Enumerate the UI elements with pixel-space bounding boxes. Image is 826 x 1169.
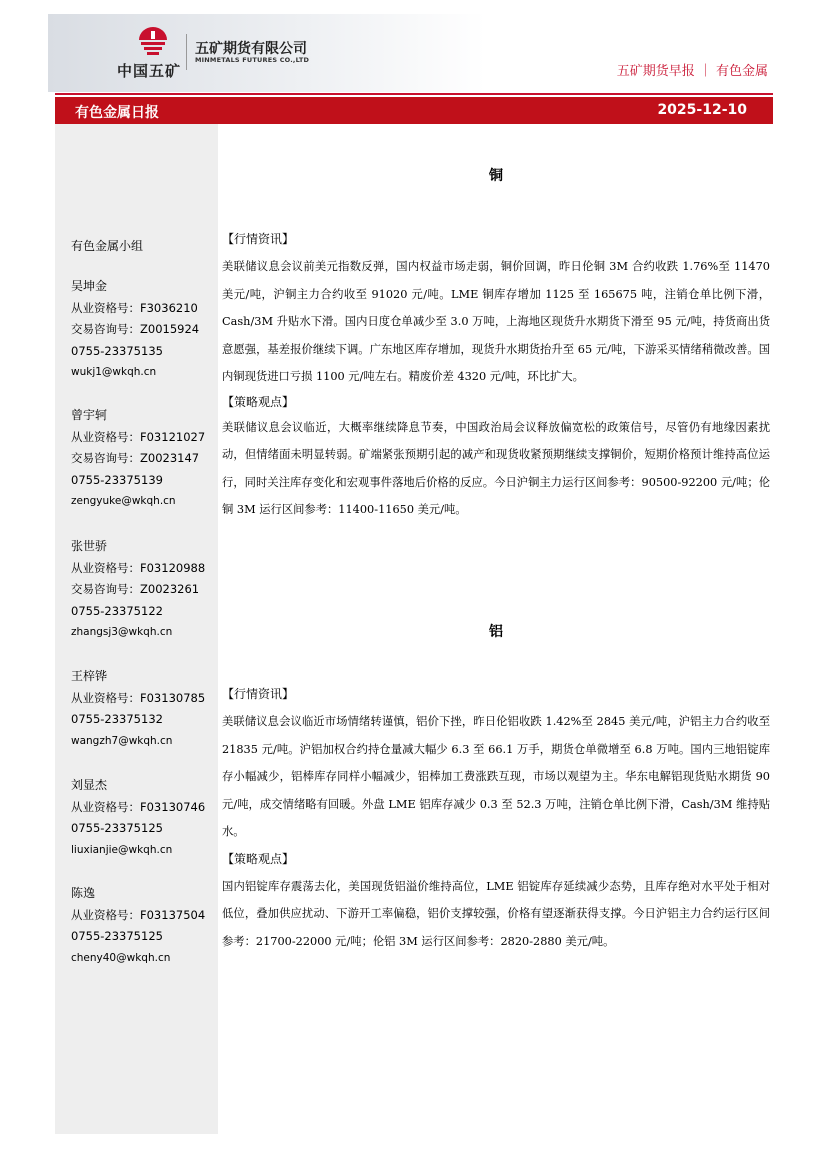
analyst-card [71, 536, 221, 644]
analyst-consult-id: 交易咨询号：Z0023147 [71, 451, 200, 465]
analyst-license: 从业资格号：F03130746 [71, 799, 206, 814]
analyst-license: 从业资格号：F03121027 [71, 429, 206, 444]
analyst-consult-id: 交易咨询号：Z0023261 [71, 582, 200, 596]
analyst-phone: 0755-23375132 [71, 712, 163, 726]
report-title: 有色金属日报 [75, 105, 159, 121]
analyst-consult-id: 交易咨询号：Z0015924 [71, 322, 200, 336]
analyst-name: 陈逸 [71, 886, 96, 900]
analyst-name: 吴坤金 [71, 279, 108, 293]
analyst-name: 刘显杰 [71, 778, 108, 792]
team-name: 有色金属小组 [71, 239, 144, 253]
logo-divider [186, 34, 187, 70]
analyst-card [71, 405, 221, 513]
company-name-en: MINMETALS FUTURES CO.,LTD [195, 56, 310, 64]
news-label: 【行情资讯】 [222, 687, 295, 701]
section-title-copper: 铜 [489, 168, 503, 184]
analyst-phone: 0755-23375122 [71, 603, 163, 618]
copper-section [222, 230, 770, 524]
analyst-email: zengyuke@wkqh.cn [71, 495, 176, 507]
analyst-card [71, 775, 221, 861]
copper-view: 美联储议息会议临近，大概率继续降息节奏，中国政治局会议释放偏宽松的政策信号，尽管仍有地缘因素扰动，但情绪面未明显转弱。矿端紧张预期引起的减产和现货收紧预期继续支撑铜价，短期价格预计维持高位运行，同时关注库存变化和宏观事件落地后价格的反应。今日沪铜主力运行区间参考：90500-92200 元/吨；伦铜 3M 运行区间参考：11400-11650 美元/吨。 [222, 420, 770, 516]
analyst-phone: 0755-23375125 [71, 929, 163, 943]
analyst-email: wukj1@wkqh.cn [71, 366, 157, 378]
analyst-email: cheny40@wkqh.cn [71, 951, 171, 964]
analyst-phone: 0755-23375139 [71, 472, 163, 487]
aluminium-view: 国内铝锭库存震荡去化，美国现货铝溢价维持高位，LME 铝锭库存延续减少态势，且库存绝对水平处于相对低位，叠加供应扰动、下游开工率偏稳，铝价支撑较强，价格有望逐渐获得支撑。今日沪铝主力合约运行区间参考：21700-22000 元/吨；伦铝 3M 运行区间参考：2820-2880 美元/吨。 [222, 879, 770, 948]
analyst-license: 从业资格号：F3036210 [71, 300, 198, 315]
report-date: 2025-12-10 [657, 102, 747, 118]
company-name-cn: 五矿期货有限公司 [195, 41, 307, 57]
aluminium-news: 美联储议息会议临近市场情绪转谨慎，铝价下挫，昨日伦铝收跌 1.42%至 2845 美元/吨，沪铝主力合约收至 21835 元/吨。沪铝加权合约持仓量减大幅少 6.3 至 66.1 万手，期货仓单微增至 6.8 万吨。国内三地铝锭库存小幅减少，铝棒库存同样小幅减少，铝棒加工费涨跌互现，市场以观望为主。华东电解铝现货贴水期货 90 元/吨，成交情绪略有回暖。外盘 LME 铝库存减少 0.3 至 52.3 万吨，注销仓单比例下滑，Cash/3M 维持贴水。 [222, 715, 770, 838]
analyst-card [71, 883, 221, 969]
analyst-license: 从业资格号：F03120988 [71, 560, 206, 575]
analyst-license: 从业资格号：F03130785 [71, 690, 206, 705]
logo-text: 中国五矿 [117, 62, 182, 80]
section-title-aluminium: 铝 [489, 624, 503, 640]
minmetals-emblem-icon [135, 26, 171, 58]
title-bar [55, 97, 773, 124]
analyst-email: zhangsj3@wkqh.cn [71, 626, 173, 638]
analyst-card [71, 276, 221, 384]
view-label: 【策略观点】 [222, 851, 295, 866]
copper-news: 美联储议息会议前美元指数反弹，国内权益市场走弱，铜价回调，昨日伦铜 3M 合约收跌 1.76%至 11470 美元/吨，沪铜主力合约收至 91020 元/吨。LME 铜库存增加 1125 至 165675 吨，注销仓单比例下滑，Cash/3M 升贴水下滑。国内日度仓单减少至 3.0 万吨，上海地区现货升水期货下滑至 95 元/吨，持货商出货意愿强，基差报价继续下调。广东地区库存增加，现货升水期货抬升至 65 元/吨，下游采买情绪稍微改善。国内铜现货进口亏损 1100 元/吨左右。精废价差 4320 元/吨，环比扩大。 [222, 260, 770, 383]
header-rule [55, 93, 773, 95]
report-tagline: 五矿期货早报 ｜ 有色金属 [616, 64, 768, 79]
analyst-email: liuxianjie@wkqh.cn [71, 843, 173, 856]
analyst-name: 王梓铧 [71, 669, 108, 683]
news-label: 【行情资讯】 [222, 232, 295, 246]
analyst-phone: 0755-23375135 [71, 343, 163, 358]
analyst-name: 张世骄 [71, 539, 108, 553]
aluminium-section [222, 685, 770, 955]
analyst-card [71, 666, 221, 752]
analyst-license: 从业资格号：F03137504 [71, 907, 206, 922]
analyst-email: wangzh7@wkqh.cn [71, 734, 173, 747]
view-label: 【策略观点】 [222, 394, 295, 409]
analyst-name: 曾宇轲 [71, 408, 108, 422]
analyst-phone: 0755-23375125 [71, 821, 163, 835]
